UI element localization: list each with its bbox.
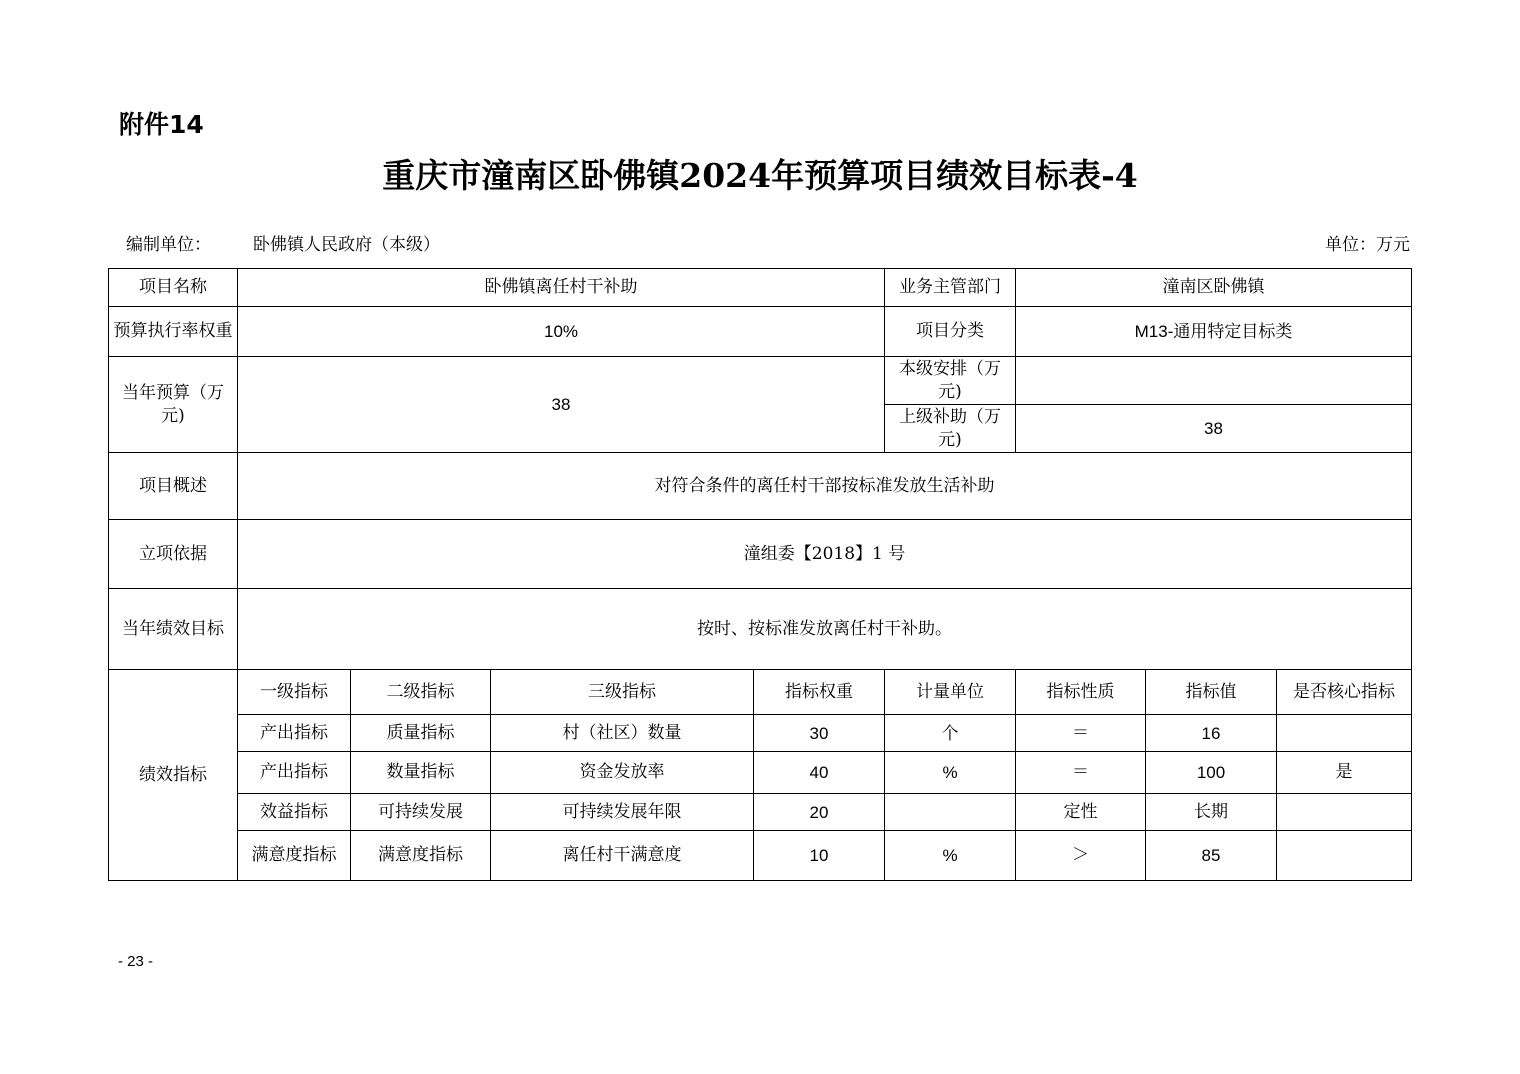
upper-value: 38 [1016,405,1412,453]
core-cell [1277,794,1412,831]
weight-cell: 30 [754,715,885,752]
local-label: 本级安排（万元) [885,357,1016,405]
header-cell: 一级指标 [238,670,351,715]
weight-cell: 20 [754,794,885,831]
table-row [109,831,1412,881]
basis-row [109,520,1412,589]
core-cell: 是 [1277,752,1412,794]
header-cell: 指标权重 [754,670,885,715]
level2-cell: 可持续发展 [351,794,491,831]
header-cell: 计量单位 [885,670,1016,715]
unit-cell [885,794,1016,831]
basis-label: 立项依据 [109,520,238,589]
project-name-value: 卧佛镇离任村干补助 [238,269,885,307]
value-cell: 长期 [1146,794,1277,831]
indicator-header-row [109,670,1412,715]
header-cell: 是否核心指标 [1277,670,1412,715]
compiler-label: 编制单位： [126,235,211,255]
level1-cell: 产出指标 [238,752,351,794]
value-cell: 16 [1146,715,1277,752]
header-cell: 指标值 [1146,670,1277,715]
table-row [109,752,1412,794]
unit-cell: % [885,831,1016,881]
dept-label: 业务主管部门 [885,269,1016,307]
core-cell [1277,831,1412,881]
project-name-row [109,269,1412,307]
level3-cell: 村（社区）数量 [491,715,754,752]
level3-cell: 资金发放率 [491,752,754,794]
nature-cell: ＝ [1016,715,1146,752]
attachment-label: 附件14 [119,110,204,139]
budget-value: 38 [238,357,885,453]
level2-cell: 满意度指标 [351,831,491,881]
table-row [109,715,1412,752]
level3-cell: 可持续发展年限 [491,794,754,831]
budget-label: 当年预算（万元) [109,357,238,453]
category-label: 项目分类 [885,307,1016,357]
level1-cell: 满意度指标 [238,831,351,881]
weight-cell: 40 [754,752,885,794]
value-cell: 100 [1146,752,1277,794]
exec-weight-row [109,307,1412,357]
table-row [109,794,1412,831]
performance-table [108,268,1412,881]
dept-value: 潼南区卧佛镇 [1016,269,1412,307]
header-cell: 三级指标 [491,670,754,715]
overview-row [109,453,1412,520]
unit-cell: % [885,752,1016,794]
project-name-label: 项目名称 [109,269,238,307]
local-value [1016,357,1412,405]
level1-cell: 产出指标 [238,715,351,752]
page-number: - 23 - [118,953,154,970]
core-cell [1277,715,1412,752]
nature-cell: 定性 [1016,794,1146,831]
header-cell: 指标性质 [1016,670,1146,715]
nature-cell: ＞ [1016,831,1146,881]
budget-row-1 [109,357,1412,405]
goal-label: 当年绩效目标 [109,589,238,670]
overview-label: 项目概述 [109,453,238,520]
nature-cell: ＝ [1016,752,1146,794]
basis-value: 潼组委【2018】1 号 [238,520,1412,589]
exec-weight-label: 预算执行率权重 [109,307,238,357]
goal-value: 按时、按标准发放离任村干补助。 [238,589,1412,670]
value-cell: 85 [1146,831,1277,881]
level2-cell: 质量指标 [351,715,491,752]
goal-row [109,589,1412,670]
page-title: 重庆市潼南区卧佛镇2024年预算项目绩效目标表-4 [382,156,1138,195]
exec-weight-value: 10% [238,307,885,357]
level1-cell: 效益指标 [238,794,351,831]
upper-label: 上级补助（万元) [885,405,1016,453]
unit-cell: 个 [885,715,1016,752]
weight-cell: 10 [754,831,885,881]
overview-value: 对符合条件的离任村干部按标准发放生活补助 [238,453,1412,520]
level2-cell: 数量指标 [351,752,491,794]
compiler-line [126,233,440,257]
unit-label: 单位：万元 [1325,235,1410,255]
level3-cell: 离任村干满意度 [491,831,754,881]
header-cell: 二级指标 [351,670,491,715]
compiler-value: 卧佛镇人民政府（本级） [253,235,440,255]
category-value: M13-通用特定目标类 [1016,307,1412,357]
indicators-label: 绩效指标 [109,670,238,881]
